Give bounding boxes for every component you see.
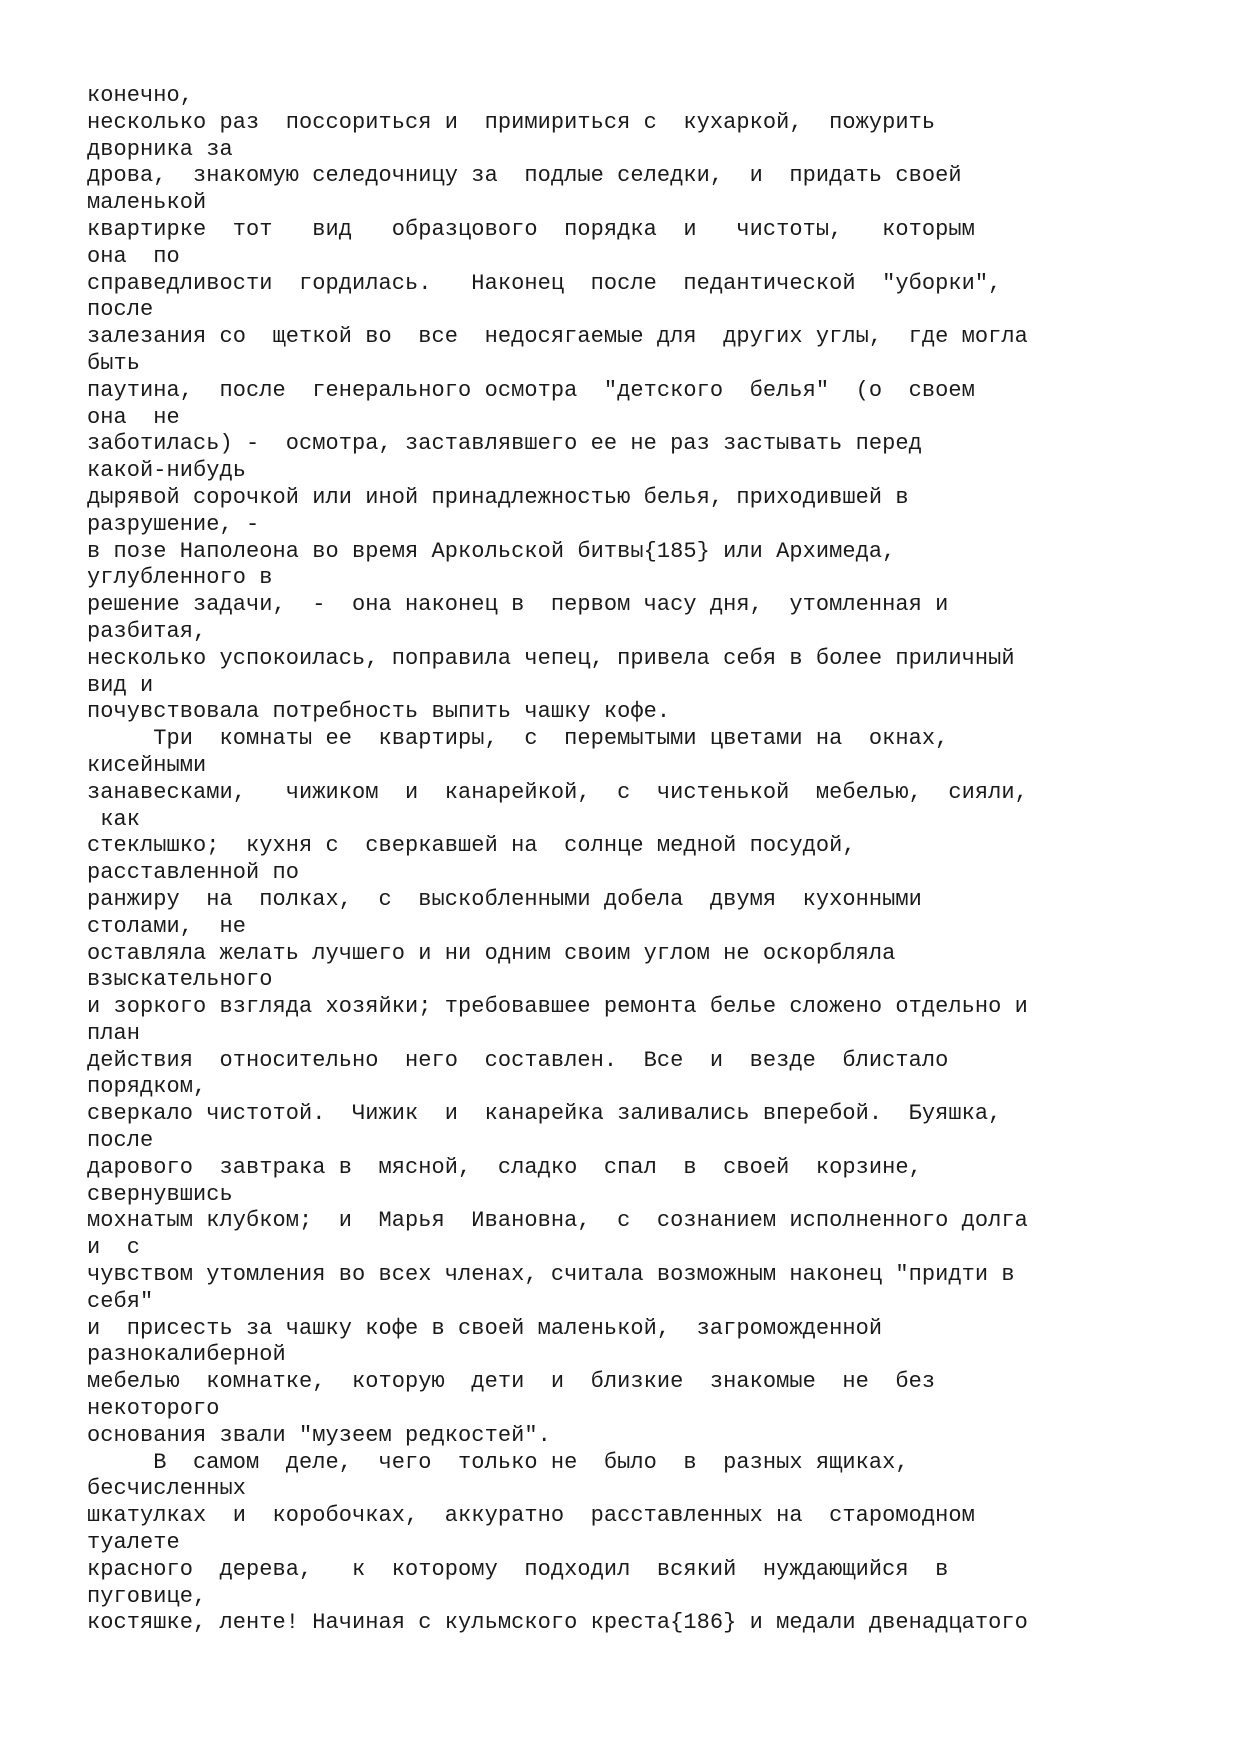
text-line: оставляла желать лучшего и ни одним своим углом не оскорбляла [87,940,896,966]
text-line: шкатулках и коробочках, аккуратно расставленных на старомодном [87,1503,975,1529]
text-line: В самом деле, чего только не было в разных ящиках, [87,1449,909,1475]
text-line: ранжиру на полках, с выскобленными добела двумя кухонными [87,886,922,912]
text-line: костяшке, ленте! Начиная с кульмского креста{186} и медали двенадцатого [87,1610,1028,1636]
text-line: вид и [87,672,154,698]
text-line: занавесками, чижиком и канарейкой, с чистенькой мебелью, сияли, [87,779,1028,805]
text-line: сверкало чистотой. Чижик и канарейка заливались вперебой. Буяшка, [87,1101,1002,1127]
text-line: основания звали "музеем редкостей". [87,1422,551,1448]
text-line: в позе Наполеона во время Аркольской битвы{185} или Архимеда, [87,538,896,564]
text-line: действия относительно него составлен. Все и везде блистало [87,1047,949,1073]
text-line: заботилась) - осмотра, заставлявшего ее не раз застывать перед [87,431,922,457]
text-line: почувствовала потребность выпить чашку кофе. [87,699,671,725]
text-line: залезания со щеткой во все недосягаемые для других углы, где могла [87,324,1028,350]
text-line: и присесть за чашку кофе в своей маленькой, загроможденной [87,1315,883,1341]
text-line: паутина, после генерального осмотра "детского белья" (о своем [87,377,975,403]
text-line: чувством утомления во всех членах, считала возможным наконец "придти в [87,1262,1015,1288]
text-line: столами, не [87,913,247,939]
text-line: и с [87,1235,141,1261]
text-line: кисейными [87,752,207,778]
text-line: разрушение, - [87,511,260,537]
text-line: она по [87,243,180,269]
text-line: дарового завтрака в мясной, сладко спал в своей корзине, [87,1154,922,1180]
text-line: взыскательного [87,967,273,993]
text-line: углубленного в [87,565,273,591]
text-line: пуговице, [87,1583,207,1609]
text-line: дрова, знакомую селедочницу за подлые селедки, и придать своей [87,163,962,189]
text-line: она не [87,404,180,430]
text-line: стеклышко; кухня с сверкавшей на солнце медной посудой, [87,833,856,859]
text-line: справедливости гордилась. Наконец после педантической "уборки", [87,270,1002,296]
text-line: несколько раз поссориться и примириться с кухаркой, пожурить [87,109,936,135]
text-line: после [87,297,154,323]
text-line: себя" [87,1288,154,1314]
text-line: несколько успокоилась, поправила чепец, привела себя в более приличный [87,645,1015,671]
text-line: бесчисленных [87,1476,247,1502]
text-line: после [87,1128,154,1154]
text-line: разбитая, [87,618,207,644]
text-line: свернувшись [87,1181,233,1207]
text-line: мохнатым клубком; и Марья Ивановна, с сознанием исполненного долга [87,1208,1028,1234]
text-line: быть [87,350,141,376]
text-line: Три комнаты ее квартиры, с перемытыми цветами на окнах, [87,726,949,752]
text-line: порядком, [87,1074,207,1100]
text-line: решение задачи, - она наконец в первом часу дня, утомленная и [87,592,949,618]
text-line: как [87,806,141,832]
text-line: некоторого [87,1396,220,1422]
text-line: и зоркого взгляда хозяйки; требовавшее ремонта белье сложено отдельно и [87,994,1028,1020]
text-line: мебелью комнатке, которую дети и близкие знакомые не без [87,1369,936,1395]
text-line: расставленной по [87,860,300,886]
text-line: конечно, [87,83,194,108]
text-line: квартирке тот вид образцового порядка и чистоты, которым [87,216,975,242]
text-line: дырявой сорочкой или иной принадлежностью белья, приходившей в [87,484,909,510]
text-line: план [87,1020,141,1046]
text-line: красного дерева, к которому подходил всякий нуждающийся в [87,1556,949,1582]
text-line: туалете [87,1530,180,1556]
text-line: какой-нибудь [87,458,247,484]
text-line: разнокалиберной [87,1342,286,1368]
text-line: маленькой [87,190,207,216]
document-page [87,83,1207,1637]
text-line: дворника за [87,136,233,162]
